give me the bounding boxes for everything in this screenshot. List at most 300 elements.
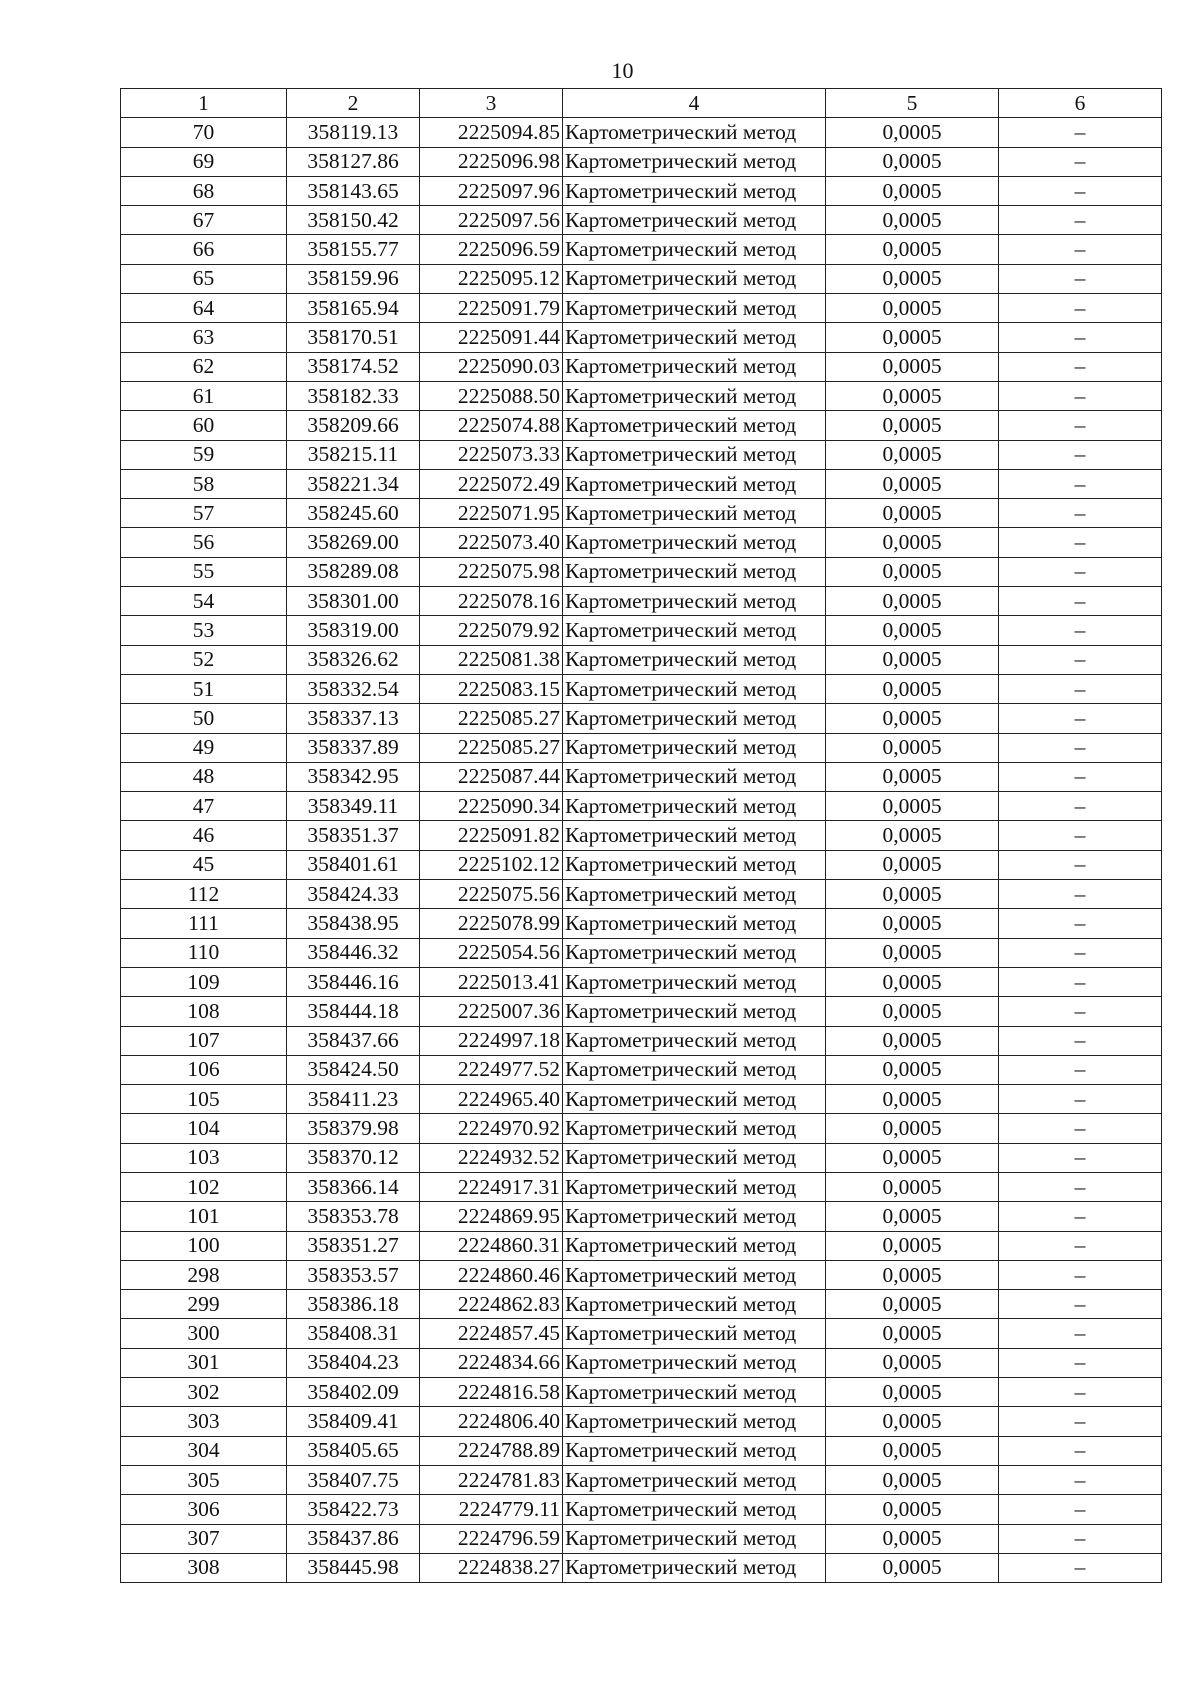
- method-cell: Картометрический метод: [563, 704, 826, 733]
- note-cell: –: [999, 1260, 1162, 1289]
- x-coordinate-cell: 358424.33: [287, 880, 420, 909]
- method-cell: Картометрический метод: [563, 587, 826, 616]
- x-coordinate-cell: 358165.94: [287, 294, 420, 323]
- method-cell: Картометрический метод: [563, 1026, 826, 1055]
- table-row: [121, 1026, 1162, 1055]
- point-number-cell: 299: [121, 1290, 287, 1319]
- point-number-cell: 111: [121, 909, 287, 938]
- note-cell: –: [999, 352, 1162, 381]
- accuracy-cell: 0,0005: [826, 1172, 999, 1201]
- method-cell: Картометрический метод: [563, 1465, 826, 1494]
- table-row: [121, 616, 1162, 645]
- note-cell: –: [999, 645, 1162, 674]
- accuracy-cell: 0,0005: [826, 1465, 999, 1494]
- point-number-cell: 106: [121, 1055, 287, 1084]
- note-cell: –: [999, 557, 1162, 586]
- method-cell: Картометрический метод: [563, 176, 826, 205]
- x-coordinate-cell: 358370.12: [287, 1143, 420, 1172]
- x-coordinate-cell: 358301.00: [287, 587, 420, 616]
- y-coordinate-cell: 2225096.98: [420, 147, 563, 176]
- table-row: [121, 235, 1162, 264]
- x-coordinate-cell: 358245.60: [287, 499, 420, 528]
- method-cell: Картометрический метод: [563, 440, 826, 469]
- x-coordinate-cell: 358269.00: [287, 528, 420, 557]
- x-coordinate-cell: 358337.89: [287, 733, 420, 762]
- method-cell: Картометрический метод: [563, 821, 826, 850]
- x-coordinate-cell: 358351.27: [287, 1231, 420, 1260]
- note-cell: –: [999, 762, 1162, 791]
- y-coordinate-cell: 2225075.98: [420, 557, 563, 586]
- x-coordinate-cell: 358409.41: [287, 1407, 420, 1436]
- y-coordinate-cell: 2225097.56: [420, 206, 563, 235]
- x-coordinate-cell: 358337.13: [287, 704, 420, 733]
- table-row: [121, 645, 1162, 674]
- point-number-cell: 60: [121, 411, 287, 440]
- note-cell: –: [999, 1231, 1162, 1260]
- note-cell: –: [999, 792, 1162, 821]
- note-cell: –: [999, 1026, 1162, 1055]
- x-coordinate-cell: 358332.54: [287, 674, 420, 703]
- table-row: [121, 1202, 1162, 1231]
- note-cell: –: [999, 997, 1162, 1026]
- point-number-cell: 107: [121, 1026, 287, 1055]
- point-number-cell: 50: [121, 704, 287, 733]
- point-number-cell: 108: [121, 997, 287, 1026]
- table-row: [121, 294, 1162, 323]
- point-number-cell: 63: [121, 323, 287, 352]
- point-number-cell: 104: [121, 1114, 287, 1143]
- accuracy-cell: 0,0005: [826, 762, 999, 791]
- table-row: [121, 967, 1162, 996]
- method-cell: Картометрический метод: [563, 645, 826, 674]
- note-cell: –: [999, 206, 1162, 235]
- note-cell: –: [999, 176, 1162, 205]
- y-coordinate-cell: 2225074.88: [420, 411, 563, 440]
- method-cell: Картометрический метод: [563, 909, 826, 938]
- table-row: [121, 1495, 1162, 1524]
- table-row: [121, 469, 1162, 498]
- method-cell: Картометрический метод: [563, 1407, 826, 1436]
- x-coordinate-cell: 358353.78: [287, 1202, 420, 1231]
- note-cell: –: [999, 938, 1162, 967]
- note-cell: –: [999, 1085, 1162, 1114]
- accuracy-cell: 0,0005: [826, 821, 999, 850]
- x-coordinate-cell: 358351.37: [287, 821, 420, 850]
- method-cell: Картометрический метод: [563, 1378, 826, 1407]
- column-header-2: 2: [287, 89, 420, 118]
- note-cell: –: [999, 147, 1162, 176]
- x-coordinate-cell: 358405.65: [287, 1436, 420, 1465]
- table-body: [121, 118, 1162, 1583]
- y-coordinate-cell: 2224779.11: [420, 1495, 563, 1524]
- x-coordinate-cell: 358404.23: [287, 1348, 420, 1377]
- method-cell: Картометрический метод: [563, 381, 826, 410]
- x-coordinate-cell: 358446.16: [287, 967, 420, 996]
- y-coordinate-cell: 2225088.50: [420, 381, 563, 410]
- column-header-6: 6: [999, 89, 1162, 118]
- point-number-cell: 59: [121, 440, 287, 469]
- method-cell: Картометрический метод: [563, 557, 826, 586]
- y-coordinate-cell: 2225081.38: [420, 645, 563, 674]
- accuracy-cell: 0,0005: [826, 967, 999, 996]
- note-cell: –: [999, 821, 1162, 850]
- note-cell: –: [999, 440, 1162, 469]
- x-coordinate-cell: 358215.11: [287, 440, 420, 469]
- table-row: [121, 1378, 1162, 1407]
- note-cell: –: [999, 1436, 1162, 1465]
- x-coordinate-cell: 358437.66: [287, 1026, 420, 1055]
- y-coordinate-cell: 2225071.95: [420, 499, 563, 528]
- point-number-cell: 112: [121, 880, 287, 909]
- y-coordinate-cell: 2224970.92: [420, 1114, 563, 1143]
- x-coordinate-cell: 358407.75: [287, 1465, 420, 1494]
- y-coordinate-cell: 2224997.18: [420, 1026, 563, 1055]
- point-number-cell: 53: [121, 616, 287, 645]
- y-coordinate-cell: 2225091.79: [420, 294, 563, 323]
- y-coordinate-cell: 2225090.03: [420, 352, 563, 381]
- page-number: 10: [611, 58, 634, 83]
- y-coordinate-cell: 2225094.85: [420, 118, 563, 147]
- note-cell: –: [999, 850, 1162, 879]
- accuracy-cell: 0,0005: [826, 1495, 999, 1524]
- y-coordinate-cell: 2224965.40: [420, 1085, 563, 1114]
- point-number-cell: 103: [121, 1143, 287, 1172]
- accuracy-cell: 0,0005: [826, 997, 999, 1026]
- point-number-cell: 66: [121, 235, 287, 264]
- accuracy-cell: 0,0005: [826, 1407, 999, 1436]
- method-cell: Картометрический метод: [563, 1231, 826, 1260]
- y-coordinate-cell: 2225075.56: [420, 880, 563, 909]
- accuracy-cell: 0,0005: [826, 674, 999, 703]
- table-row: [121, 1085, 1162, 1114]
- table-row: [121, 821, 1162, 850]
- table-row: [121, 118, 1162, 147]
- note-cell: –: [999, 499, 1162, 528]
- x-coordinate-cell: 358438.95: [287, 909, 420, 938]
- note-cell: –: [999, 1143, 1162, 1172]
- accuracy-cell: 0,0005: [826, 733, 999, 762]
- method-cell: Картометрический метод: [563, 762, 826, 791]
- accuracy-cell: 0,0005: [826, 1202, 999, 1231]
- point-number-cell: 101: [121, 1202, 287, 1231]
- x-coordinate-cell: 358408.31: [287, 1319, 420, 1348]
- note-cell: –: [999, 323, 1162, 352]
- x-coordinate-cell: 358170.51: [287, 323, 420, 352]
- point-number-cell: 308: [121, 1553, 287, 1582]
- y-coordinate-cell: 2225073.33: [420, 440, 563, 469]
- y-coordinate-cell: 2225078.16: [420, 587, 563, 616]
- point-number-cell: 302: [121, 1378, 287, 1407]
- accuracy-cell: 0,0005: [826, 235, 999, 264]
- note-cell: –: [999, 587, 1162, 616]
- note-cell: –: [999, 1055, 1162, 1084]
- table-row: [121, 762, 1162, 791]
- table-row: [121, 147, 1162, 176]
- method-cell: Картометрический метод: [563, 1524, 826, 1553]
- y-coordinate-cell: 2225054.56: [420, 938, 563, 967]
- x-coordinate-cell: 358411.23: [287, 1085, 420, 1114]
- x-coordinate-cell: 358353.57: [287, 1260, 420, 1289]
- method-cell: Картометрический метод: [563, 1202, 826, 1231]
- table-row: [121, 381, 1162, 410]
- accuracy-cell: 0,0005: [826, 938, 999, 967]
- point-number-cell: 301: [121, 1348, 287, 1377]
- accuracy-cell: 0,0005: [826, 1231, 999, 1260]
- point-number-cell: 304: [121, 1436, 287, 1465]
- table-row: [121, 1348, 1162, 1377]
- method-cell: Картометрический метод: [563, 850, 826, 879]
- method-cell: Картометрический метод: [563, 147, 826, 176]
- method-cell: Картометрический метод: [563, 118, 826, 147]
- y-coordinate-cell: 2224860.31: [420, 1231, 563, 1260]
- y-coordinate-cell: 2224977.52: [420, 1055, 563, 1084]
- accuracy-cell: 0,0005: [826, 1378, 999, 1407]
- note-cell: –: [999, 1378, 1162, 1407]
- accuracy-cell: 0,0005: [826, 352, 999, 381]
- note-cell: –: [999, 1524, 1162, 1553]
- x-coordinate-cell: 358386.18: [287, 1290, 420, 1319]
- point-number-cell: 102: [121, 1172, 287, 1201]
- y-coordinate-cell: 2225087.44: [420, 762, 563, 791]
- x-coordinate-cell: 358445.98: [287, 1553, 420, 1582]
- column-header-1: 1: [121, 89, 287, 118]
- y-coordinate-cell: 2225079.92: [420, 616, 563, 645]
- x-coordinate-cell: 358155.77: [287, 235, 420, 264]
- y-coordinate-cell: 2224862.83: [420, 1290, 563, 1319]
- y-coordinate-cell: 2224788.89: [420, 1436, 563, 1465]
- y-coordinate-cell: 2225013.41: [420, 967, 563, 996]
- x-coordinate-cell: 358119.13: [287, 118, 420, 147]
- table-row: [121, 674, 1162, 703]
- note-cell: –: [999, 1407, 1162, 1436]
- note-cell: –: [999, 967, 1162, 996]
- method-cell: Картометрический метод: [563, 206, 826, 235]
- table-row: [121, 499, 1162, 528]
- y-coordinate-cell: 2225072.49: [420, 469, 563, 498]
- y-coordinate-cell: 2224869.95: [420, 1202, 563, 1231]
- accuracy-cell: 0,0005: [826, 411, 999, 440]
- note-cell: –: [999, 1348, 1162, 1377]
- note-cell: –: [999, 616, 1162, 645]
- table-row: [121, 1143, 1162, 1172]
- x-coordinate-cell: 358221.34: [287, 469, 420, 498]
- method-cell: Картометрический метод: [563, 1290, 826, 1319]
- accuracy-cell: 0,0005: [826, 616, 999, 645]
- point-number-cell: 303: [121, 1407, 287, 1436]
- method-cell: Картометрический метод: [563, 938, 826, 967]
- point-number-cell: 67: [121, 206, 287, 235]
- accuracy-cell: 0,0005: [826, 1114, 999, 1143]
- method-cell: Картометрический метод: [563, 469, 826, 498]
- accuracy-cell: 0,0005: [826, 909, 999, 938]
- point-number-cell: 47: [121, 792, 287, 821]
- point-number-cell: 70: [121, 118, 287, 147]
- y-coordinate-cell: 2225078.99: [420, 909, 563, 938]
- x-coordinate-cell: 358422.73: [287, 1495, 420, 1524]
- table-row: [121, 850, 1162, 879]
- column-header-3: 3: [420, 89, 563, 118]
- accuracy-cell: 0,0005: [826, 528, 999, 557]
- accuracy-cell: 0,0005: [826, 1348, 999, 1377]
- y-coordinate-cell: 2224816.58: [420, 1378, 563, 1407]
- accuracy-cell: 0,0005: [826, 1524, 999, 1553]
- method-cell: Картометрический метод: [563, 997, 826, 1026]
- method-cell: Картометрический метод: [563, 792, 826, 821]
- table-row: [121, 352, 1162, 381]
- x-coordinate-cell: 358446.32: [287, 938, 420, 967]
- y-coordinate-cell: 2225096.59: [420, 235, 563, 264]
- x-coordinate-cell: 358342.95: [287, 762, 420, 791]
- note-cell: –: [999, 1290, 1162, 1319]
- point-number-cell: 298: [121, 1260, 287, 1289]
- point-number-cell: 110: [121, 938, 287, 967]
- accuracy-cell: 0,0005: [826, 147, 999, 176]
- table-row: [121, 1524, 1162, 1553]
- note-cell: –: [999, 1553, 1162, 1582]
- y-coordinate-cell: 2225085.27: [420, 704, 563, 733]
- note-cell: –: [999, 1495, 1162, 1524]
- accuracy-cell: 0,0005: [826, 1055, 999, 1084]
- table-row: [121, 440, 1162, 469]
- column-header-4: 4: [563, 89, 826, 118]
- note-cell: –: [999, 294, 1162, 323]
- point-number-cell: 105: [121, 1085, 287, 1114]
- point-number-cell: 49: [121, 733, 287, 762]
- y-coordinate-cell: 2225091.82: [420, 821, 563, 850]
- table-row: [121, 528, 1162, 557]
- note-cell: –: [999, 411, 1162, 440]
- method-cell: Картометрический метод: [563, 880, 826, 909]
- table-row: [121, 1114, 1162, 1143]
- x-coordinate-cell: 358209.66: [287, 411, 420, 440]
- table-row: [121, 792, 1162, 821]
- point-number-cell: 69: [121, 147, 287, 176]
- point-number-cell: 62: [121, 352, 287, 381]
- table-row: [121, 557, 1162, 586]
- accuracy-cell: 0,0005: [826, 645, 999, 674]
- accuracy-cell: 0,0005: [826, 381, 999, 410]
- coordinates-table: [120, 88, 1162, 1583]
- accuracy-cell: 0,0005: [826, 1290, 999, 1319]
- method-cell: Картометрический метод: [563, 1348, 826, 1377]
- point-number-cell: 55: [121, 557, 287, 586]
- x-coordinate-cell: 358319.00: [287, 616, 420, 645]
- note-cell: –: [999, 469, 1162, 498]
- y-coordinate-cell: 2224781.83: [420, 1465, 563, 1494]
- table-row: [121, 411, 1162, 440]
- method-cell: Картометрический метод: [563, 733, 826, 762]
- y-coordinate-cell: 2224838.27: [420, 1553, 563, 1582]
- accuracy-cell: 0,0005: [826, 440, 999, 469]
- y-coordinate-cell: 2224917.31: [420, 1172, 563, 1201]
- method-cell: Картометрический метод: [563, 1260, 826, 1289]
- table-row: [121, 1553, 1162, 1582]
- table-header: [121, 89, 1162, 118]
- x-coordinate-cell: 358437.86: [287, 1524, 420, 1553]
- table-row: [121, 1407, 1162, 1436]
- note-cell: –: [999, 1319, 1162, 1348]
- x-coordinate-cell: 358326.62: [287, 645, 420, 674]
- note-cell: –: [999, 1202, 1162, 1231]
- method-cell: Картометрический метод: [563, 1055, 826, 1084]
- note-cell: –: [999, 909, 1162, 938]
- method-cell: Картометрический метод: [563, 294, 826, 323]
- method-cell: Картометрический метод: [563, 674, 826, 703]
- method-cell: Картометрический метод: [563, 1319, 826, 1348]
- method-cell: Картометрический метод: [563, 411, 826, 440]
- accuracy-cell: 0,0005: [826, 176, 999, 205]
- point-number-cell: 109: [121, 967, 287, 996]
- note-cell: –: [999, 264, 1162, 293]
- note-cell: –: [999, 674, 1162, 703]
- accuracy-cell: 0,0005: [826, 1553, 999, 1582]
- point-number-cell: 64: [121, 294, 287, 323]
- header-row: [121, 89, 1162, 118]
- point-number-cell: 48: [121, 762, 287, 791]
- method-cell: Картометрический метод: [563, 352, 826, 381]
- method-cell: Картометрический метод: [563, 1553, 826, 1582]
- table-row: [121, 997, 1162, 1026]
- note-cell: –: [999, 880, 1162, 909]
- point-number-cell: 58: [121, 469, 287, 498]
- note-cell: –: [999, 733, 1162, 762]
- x-coordinate-cell: 358349.11: [287, 792, 420, 821]
- point-number-cell: 307: [121, 1524, 287, 1553]
- point-number-cell: 57: [121, 499, 287, 528]
- table-row: [121, 1055, 1162, 1084]
- point-number-cell: 61: [121, 381, 287, 410]
- accuracy-cell: 0,0005: [826, 1436, 999, 1465]
- point-number-cell: 300: [121, 1319, 287, 1348]
- accuracy-cell: 0,0005: [826, 704, 999, 733]
- x-coordinate-cell: 358402.09: [287, 1378, 420, 1407]
- accuracy-cell: 0,0005: [826, 1026, 999, 1055]
- note-cell: –: [999, 1114, 1162, 1143]
- y-coordinate-cell: 2224834.66: [420, 1348, 563, 1377]
- table-row: [121, 938, 1162, 967]
- table-row: [121, 206, 1162, 235]
- accuracy-cell: 0,0005: [826, 587, 999, 616]
- x-coordinate-cell: 358401.61: [287, 850, 420, 879]
- note-cell: –: [999, 235, 1162, 264]
- accuracy-cell: 0,0005: [826, 264, 999, 293]
- y-coordinate-cell: 2224796.59: [420, 1524, 563, 1553]
- y-coordinate-cell: 2224932.52: [420, 1143, 563, 1172]
- accuracy-cell: 0,0005: [826, 294, 999, 323]
- y-coordinate-cell: 2224857.45: [420, 1319, 563, 1348]
- y-coordinate-cell: 2225090.34: [420, 792, 563, 821]
- x-coordinate-cell: 358174.52: [287, 352, 420, 381]
- note-cell: –: [999, 1465, 1162, 1494]
- y-coordinate-cell: 2225073.40: [420, 528, 563, 557]
- accuracy-cell: 0,0005: [826, 1143, 999, 1172]
- x-coordinate-cell: 358289.08: [287, 557, 420, 586]
- column-header-5: 5: [826, 89, 999, 118]
- point-number-cell: 305: [121, 1465, 287, 1494]
- table-row: [121, 264, 1162, 293]
- x-coordinate-cell: 358444.18: [287, 997, 420, 1026]
- x-coordinate-cell: 358424.50: [287, 1055, 420, 1084]
- point-number-cell: 100: [121, 1231, 287, 1260]
- x-coordinate-cell: 358127.86: [287, 147, 420, 176]
- y-coordinate-cell: 2225085.27: [420, 733, 563, 762]
- method-cell: Картометрический метод: [563, 1172, 826, 1201]
- y-coordinate-cell: 2224806.40: [420, 1407, 563, 1436]
- method-cell: Картометрический метод: [563, 1085, 826, 1114]
- table-row: [121, 909, 1162, 938]
- table-row: [121, 1290, 1162, 1319]
- method-cell: Картометрический метод: [563, 235, 826, 264]
